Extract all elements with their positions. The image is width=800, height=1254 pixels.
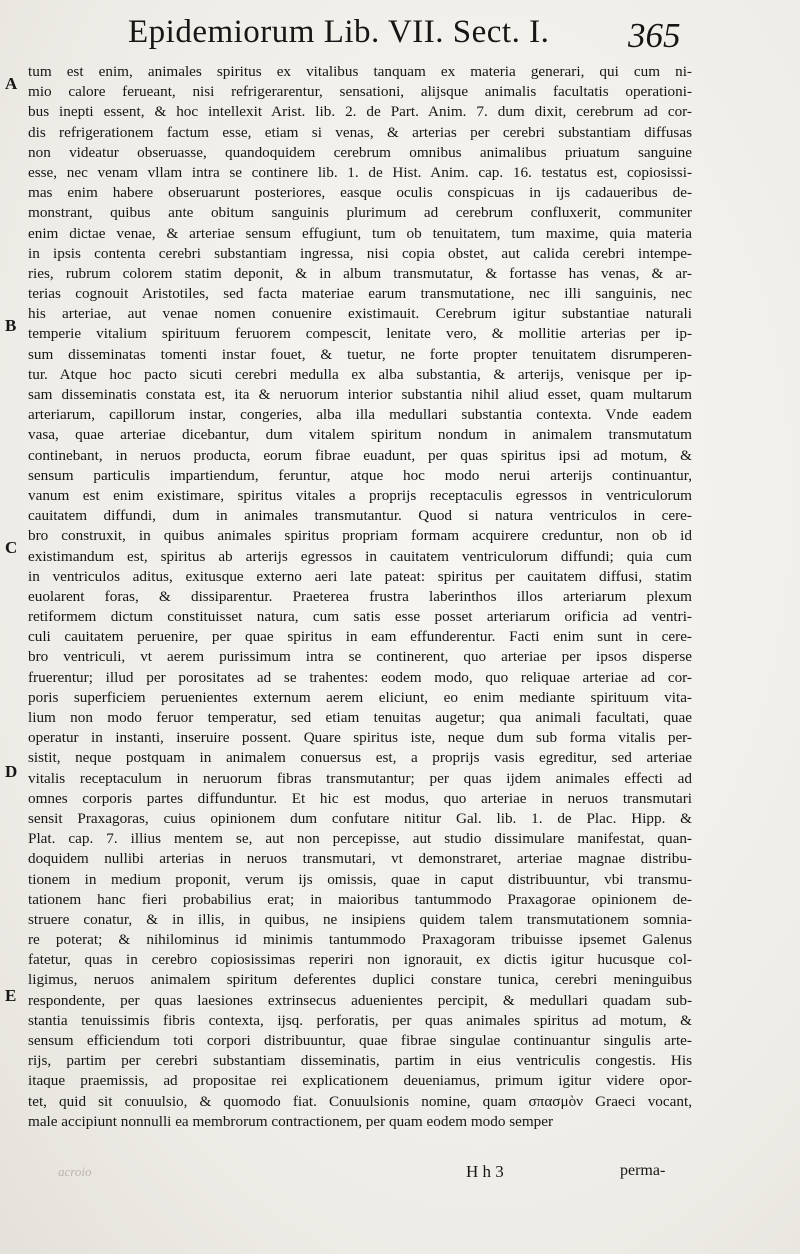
body-text: [28, 62, 692, 1132]
text-line: tur. Atque hoc pacto sicuti cerebri medulla ex alba substantia, & arterijs, venisque per ip-: [28, 365, 692, 383]
text-line: bus inepti essent, & hoc intellexit Arist. lib. 2. de Part. Anim. 7. dum dixit, cerebrum ad cor-: [28, 103, 692, 121]
text-line: tet, quid sit conuulsio, & quomodo fiat. Conuulsionis nomine, quam σπασμὸν Graeci vocant,: [28, 1092, 692, 1110]
margin-letter-c: C: [5, 538, 18, 557]
text-line: tum est enim, animales spiritus ex vitalibus tanquam ex materia generari, qui cum ni-: [28, 63, 692, 80]
text-line: in ipsis contenta cerebri substantiam ingressa, nisi copia obstet, aut calida cerebri intempe-: [28, 244, 692, 262]
text-line: esse, nec venam vllam intra se continere lib. 1. de Hist. Anim. cap. 16. testatus est, copiosissi-: [28, 163, 692, 181]
catchword: perma-: [620, 1162, 666, 1179]
text-line: stantia tenuissimis fibris contexta, ijsq. perforatis, per quas animales spiritus ad motum, &: [28, 1011, 692, 1029]
margin-letter-d: D: [5, 762, 18, 781]
text-line: omnes corporis partes diffunduntur. Et hic est modus, quo arteriae in neruos transmutari: [28, 789, 692, 807]
text-line: respondente, per quas laesiones extrinsecus aduenientes percipit, & medullari quadam sub-: [28, 991, 692, 1009]
text-line: struere conatur, & in illis, in quibus, ne insipiens quidem talem transmutationem somnia-: [28, 910, 692, 928]
text-line: existimandum est, spiritus ab arterijs egressos in cauitatem ventriculorum diffundi; quia cum: [28, 547, 692, 565]
text-line: ligimus, neruos animalem spiritum deferentes duplici constare tunica, cerebri meninguibus: [28, 971, 692, 989]
margin-letter-b: B: [5, 316, 17, 335]
faint-show-through: acroio: [58, 1164, 92, 1179]
text-line: sensum particulis impartiendum, feruntur, atque hoc modo nerui arterijs continuantur,: [28, 466, 692, 484]
text-line: mio calore ferueant, nisi refrigerarentur, sensationi, alijsque animalis facultatis operationi-: [28, 83, 692, 101]
text-line: bro ventriculi, vt aerem purissimum intra se continerent, quo arteriae per ipsos disperse: [28, 648, 692, 666]
text-line: tationem hanc fieri probabilius erat; in maioribus tantummodo Praxagorae opinionem de-: [28, 890, 692, 908]
page-number: 365: [628, 16, 681, 55]
text-line: bro construxit, in quibus animales spiritus propriam formam acquirere creduntur, non ob id: [28, 527, 692, 545]
text-line: vitalis receptaculum in neruorum fibras transmutantur; per quas ijdem animales effecti ad: [28, 769, 692, 787]
text-line: sensit Praxagoras, cuius opinionem dum confutare nititur Gal. lib. 1. de Plac. Hipp. &: [28, 809, 692, 827]
text-line: vasa, quae arteriae dicebantur, dum vitalem spiritum nondum in animalem transmutatum: [28, 426, 692, 444]
text-line: Plat. cap. 7. illius mentem se, aut non percepisse, aut studio dissimulare manifestat, quan-: [28, 830, 692, 848]
text-line: fatetur, quas in cerebro copiosissimas reperiri non ignorauit, ex dictis igitur hucusque col-: [28, 951, 692, 969]
text-line: non videatur obseruasse, quandoquidem cerebrum omnibus animalibus priuatum sanguine: [28, 143, 692, 161]
text-line: tionem in medium proponit, verum ijs omissis, quae in caput distribuuntur, vbi transmu-: [28, 870, 692, 888]
text-line: itaque praemissis, ad propositae rei explicationem deueniamus, primum igitur videre opor-: [28, 1072, 692, 1090]
text-line: in ventriculos aditus, exitusque externo aeri late pateat: spiritus per cauitatem diffusi, statim: [28, 567, 692, 585]
margin-letter-e: E: [5, 986, 17, 1005]
text-line: operatur in instanti, inseruire possent. Quare spiritus iste, neque dum sub forma vitalis per-: [28, 729, 692, 747]
text-line: sistit, neque postquam in animalem conuersus est, a proprijs vasis egreditur, sed arteriae: [28, 749, 692, 767]
text-line: his arteriae, aut venae nomen conuenire existimauit. Cerebrum igitur substantiae naturali: [28, 305, 692, 323]
text-line: retiformem dictum constituisset natura, cum satis esse posset arteriarum orificia ad ventri-: [28, 608, 692, 626]
text-line: sam disseminatis constata est, ita & neruorum interior substantia nihil aliud esset, quam multarum: [28, 386, 692, 403]
signature-mark: H h 3: [466, 1162, 504, 1181]
text-line: terias cognouit Aristotiles, sed facta materiae earum transmutatione, nec illi sanguinis, nec: [28, 285, 692, 303]
text-line: poris superficiem peruenientes externum aerem eliciunt, eo enim mediante spirituum vita-: [28, 688, 692, 706]
text-line: dis refrigerationem factum esse, etiam si venas, & arterias per cerebri substantiam diffusas: [28, 123, 692, 141]
text-line: cauitatem diffundi, dum in animales transmutantur. Quod si natura ventriculos in cere-: [28, 507, 692, 525]
text-line: male accipiunt nonnulli ea membrorum contractionem, per quam eodem modo semper: [28, 1112, 554, 1130]
text-line: ries, rubrum colorem statim deponit, & in album transmutatur, & fortasse has venas, & ar-: [28, 264, 692, 282]
page-footer: [0, 1162, 800, 1186]
margin-letter-a: A: [5, 74, 18, 93]
text-line: fruerentur; illud per porositates ad se trahentes: eodem modo, quo reliquae arteriae ad cor-: [28, 668, 692, 686]
text-line: lium non modo feruor temperatur, sed etiam tenuitas augetur; qua animali facultati, quae: [28, 709, 692, 726]
text-line: sensum efficiendum toti corpori distribuuntur, quae fibrae singulae continuantur singulis arte-: [28, 1032, 692, 1049]
text-line: arteriarum, capillorum instar, congeries, alba illa medullari substantia contexta. Vnde eadem: [28, 406, 692, 424]
text-line: doquidem nullibi arterias in neruos transmutari, vt demonstraret, arteriae magnae distribu-: [28, 850, 692, 868]
text-line: continebant, in neruos producta, eorum fibrae euadunt, per quas spiritus ipsi ad motum, &: [28, 446, 692, 464]
text-line: mas enim habere obseruarunt posteriores, easque oculis conspicuas in ijs cadaueribus de-: [28, 184, 692, 202]
text-line: vanum est enim existimare, spiritus vitales a proprijs receptaculis egressos in ventriculorum: [28, 486, 692, 504]
text-line: monstrant, quibus ante obitum sanguinis plurimum ad cerebrum confluxerit, communiter: [28, 204, 692, 222]
text-line: enim dictae venae, & arteriae sensum effugiunt, tum ob tenuitatem, tum maxime, quia materia: [28, 224, 692, 242]
text-line: re poterat; & nihilominus id minimis tantummodo Praxagoram tribuisse ipsemet Galenus: [28, 931, 692, 949]
text-line: culi cauitatem peruenire, per quae spiritus in eam effunderentur. Facti enim sunt in cere-: [28, 628, 692, 646]
text-line: sum disseminatas tomenti instar fouet, & tuetur, ne forte propter tenuitatem disrumperen-: [28, 345, 692, 363]
running-title: Epidemiorum Lib. VII. Sect. I.: [128, 14, 550, 50]
text-line: rijs, partim per cerebri substantiam disseminatis, partim in eius ventriculis congestis. His: [28, 1052, 692, 1070]
running-header: [0, 10, 800, 60]
text-line: euolarent foras, & dissiparentur. Praeterea frustra laberinthos illos arteriarum plexum: [28, 587, 692, 605]
text-line: temperie vitalium spirituum feruorem compescit, lenitate vero, & mollitie arterias per ip-: [28, 325, 692, 343]
